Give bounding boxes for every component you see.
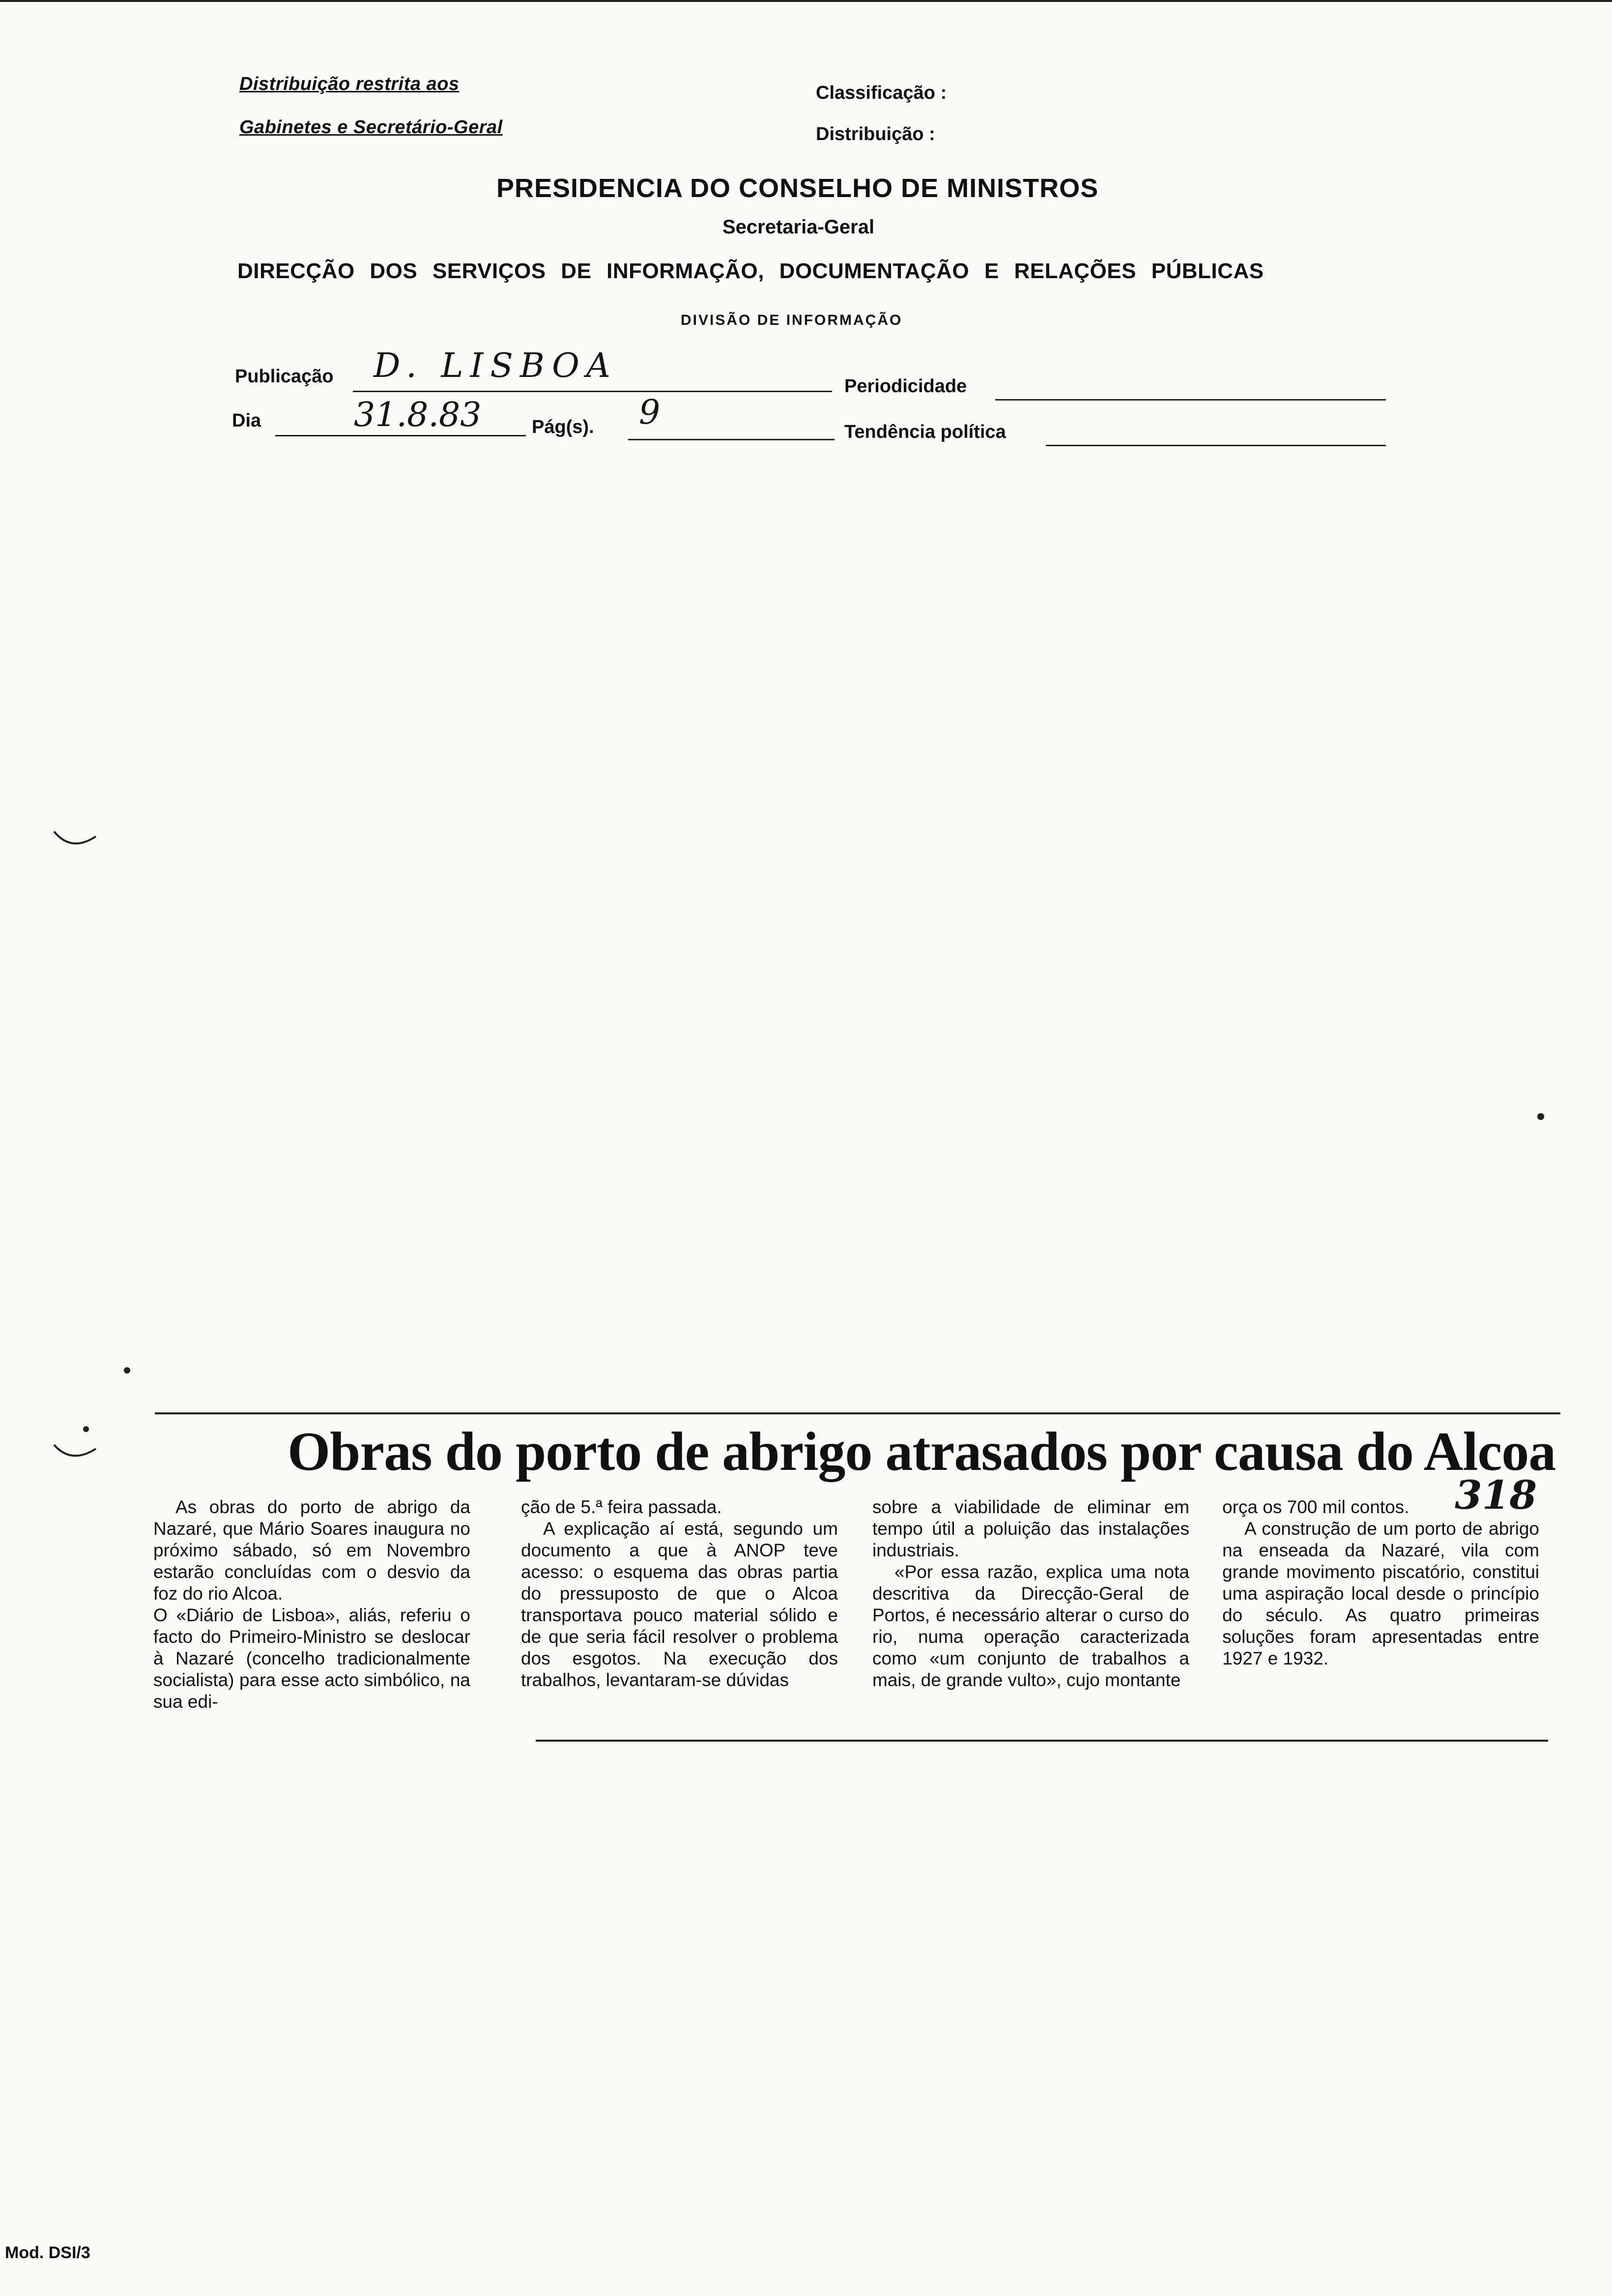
political-tendency-label: Tendência política <box>844 422 1006 442</box>
scan-dot-icon <box>1537 1113 1544 1120</box>
article-headline: Obras do porto de abrigo atrasados por causa do Alcoa <box>288 1421 1556 1482</box>
article-paragraph: A explicação aí está, segundo um documento a que à ANOP teve acesso: o esquema das obras partia do pressuposto de que o Alcoa transportava pouco material sólido e de que seria fácil resolver o problema dos esgotos. Na execução dos trabalhos, levantaram-se dúvidas <box>521 1519 838 1690</box>
division-name: DIVISÃO DE INFORMAÇÃO <box>681 312 903 328</box>
pages-line <box>628 439 835 440</box>
publication-value: D. LISBOA <box>374 346 618 385</box>
political-tendency-line <box>1046 445 1386 446</box>
article-column-3 <box>872 1496 1189 1691</box>
periodicity-line <box>995 399 1386 401</box>
article-paragraph: O «Diário de Lisboa», aliás, referiu o facto do Primeiro-Ministro se deslocar à Nazaré (concelho tradicionalmente socialista) para esse acto simbólico, na sua edi- <box>153 1605 470 1712</box>
article-bottom-rule <box>536 1740 1548 1742</box>
classification-label: Classificação : <box>816 83 947 103</box>
article-paragraph: ção de 5.ª feira passada. <box>521 1497 722 1517</box>
day-label: Dia <box>232 410 261 431</box>
scan-dot-left-icon <box>124 1367 130 1374</box>
distribution-restriction: Distribuição restrita aos <box>239 74 460 94</box>
handwritten-mark: 318 <box>1455 1472 1537 1518</box>
top-edge-line <box>0 0 1612 2</box>
binder-mark-lower-icon <box>49 1425 108 1464</box>
pages-value: 9 <box>639 393 661 432</box>
pages-label: Pág(s). <box>532 417 594 437</box>
periodicity-label: Periodicidade <box>844 376 967 397</box>
article-paragraph: orça os 700 mil contos. <box>1222 1497 1410 1517</box>
article-column-4 <box>1222 1496 1539 1669</box>
day-value: 31.8.83 <box>354 396 482 434</box>
org-subtitle: Secretaria-Geral <box>722 216 875 238</box>
org-title: PRESIDENCIA DO CONSELHO DE MINISTROS <box>496 173 1099 203</box>
article-column-2 <box>521 1496 838 1691</box>
form-code: Mod. DSI/3 <box>5 2243 90 2262</box>
article-paragraph: A construção de um porto de abrigo na enseada da Nazaré, vila com grande movimento piscatório, constitui uma aspiração local desde o princípio do século. As quatro primeiras soluções foram apresentadas entre 1927 e 1932. <box>1222 1519 1539 1668</box>
publication-label: Publicação <box>235 366 334 387</box>
article-paragraph: As obras do porto de abrigo da Nazaré, que Mário Soares inaugura no próximo sábado, só em Novembro estarão concluídas com o desvio da foz do rio Alcoa. <box>153 1497 470 1604</box>
publication-line <box>353 391 832 392</box>
article-paragraph: «Por essa razão, explica uma nota descritiva da Direcção-Geral de Portos, é necessário alterar o curso do rio, numa operação caracterizada como «um conjunto de trabalhos a mais, de grande vulto», cujo montante <box>872 1562 1189 1690</box>
article-column-1 <box>153 1496 470 1713</box>
day-line <box>275 435 526 436</box>
distribution-recipients: Gabinetes e Secretário-Geral <box>239 117 503 138</box>
directorate-name: DIRECÇÃO DOS SERVIÇOS DE INFORMAÇÃO, DOCUMENTAÇÃO E RELAÇÕES PÚBLICAS <box>237 259 1264 283</box>
binder-mark-icon <box>49 826 108 855</box>
distribution-label: Distribuição : <box>816 124 935 144</box>
article-top-rule <box>155 1412 1560 1414</box>
article-paragraph: sobre a viabilidade de eliminar em tempo útil a poluição das instalações industriais. <box>872 1497 1189 1560</box>
